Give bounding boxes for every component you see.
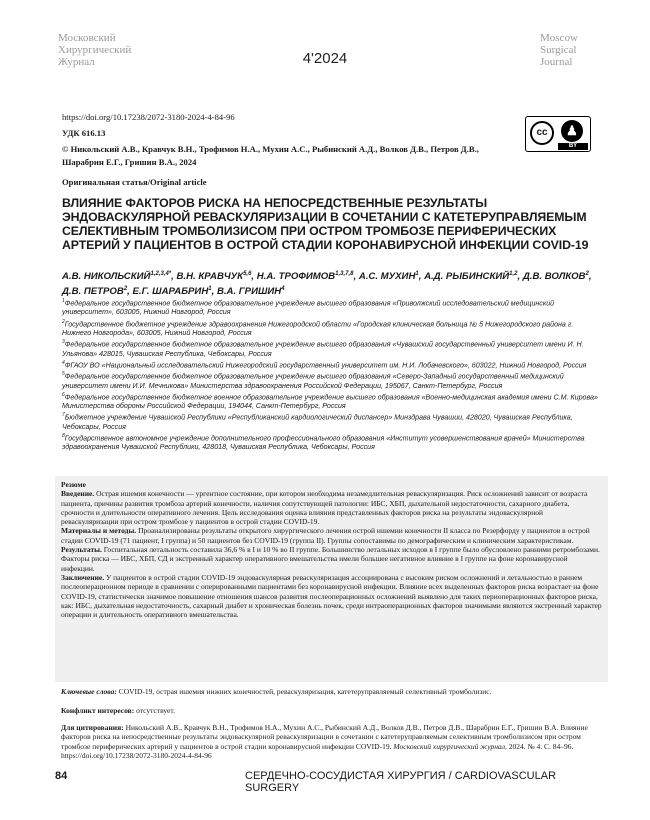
citation-text: Никольский А.В., Кравчук В.Н., Трофимов Н.А., Мухин А.С., Рыбинский А.Д., Волков Д.В., Петров Д.В., Шарабрин Е.Г., Гришин В.А. Влияние факторов риска на непосредственные результаты эндоваскулярной реваскуляризации в сочетании с катетеруправляемым селективным тромболизисом при остром тромбозе периферических артерий у пациентов в острой стадии коронавирусной инфекции COVID-19. xyxy=(61,723,588,751)
article-title: ВЛИЯНИЕ ФАКТОРОВ РИСКА НА НЕПОСРЕДСТВЕННЫЕ РЕЗУЛЬТАТЫ ЭНДОВАСКУЛЯРНОЙ РЕВАСКУЛЯРИЗАЦИИ В СОЧЕТАНИИ С КАТЕТЕРУПРАВЛЯЕМЫМ СЕЛЕКТИВНЫМ ТРОМБОЛИЗИСОМ ПРИ ОСТРОМ ТРОМБОЗЕ ПЕРИФЕРИЧЕСКИХ АРТЕРИЙ У ПАЦИЕНТОВ В ОСТРОЙ СТАДИИ КОРОНАВИРУСНОЙ ИНФЕКЦИИ COVID-19 xyxy=(62,196,589,252)
logo-right-line-2: Surgical xyxy=(540,44,577,56)
page-footer xyxy=(55,770,608,794)
keywords xyxy=(55,684,608,699)
affiliation-number: 4 xyxy=(62,359,65,366)
conflict-label: Конфликт интересов: xyxy=(61,706,135,715)
author-affiliation-marks: 1,2 xyxy=(509,271,518,277)
author: Д.В. ВОЛКОВ xyxy=(522,271,586,283)
citation-journal: Московский хирургический журнал, xyxy=(393,741,507,751)
logo-left-line-1: Московский xyxy=(58,32,116,44)
affiliation-number: 7 xyxy=(62,412,65,419)
abstract-section-label: Материалы и методы. xyxy=(61,526,137,536)
affiliation xyxy=(62,359,602,370)
author: А.Д. РЫБИНСКИЙ xyxy=(424,271,510,283)
affiliation-text: Государственное автономное учреждение дополнительного профессионального образования «Институт усовершенствования врачей» Министерства здравоохранения Чувашской Республики, 428018, Чувашская Республика, Чебоксары, Россия xyxy=(62,434,585,452)
abstract-section xyxy=(61,573,602,619)
affiliation-text: Государственное бюджетное учреждение здравоохранения Нижегородской области «Городская клиническая больница № 5 Нижегородского района г. Нижнего Новгорода», 603005, Нижний Новгород, Россия xyxy=(62,319,574,337)
logo-right-line-3: Journal xyxy=(540,56,573,68)
affiliation xyxy=(62,391,602,412)
affiliation-number: 5 xyxy=(62,371,65,378)
logo-right-line-1: Moscow xyxy=(540,32,578,44)
conflict-of-interest xyxy=(55,703,608,718)
author: В.А. ГРИШИН xyxy=(216,286,282,298)
journal-section: СЕРДЕЧНО-СОСУДИСТАЯ ХИРУРГИЯ / CARDIOVASCULAR SURGERY xyxy=(245,770,557,794)
affiliation xyxy=(62,432,602,453)
author: В.Н. КРАВЧУК xyxy=(176,271,244,283)
affiliation xyxy=(62,297,602,318)
author: Е.Г. ШАРАБРИН xyxy=(132,286,209,298)
logo-left-line-3: Журнал xyxy=(58,56,95,68)
affiliation-number: 6 xyxy=(62,391,65,398)
keywords-label: Ключевые слова: xyxy=(61,687,117,696)
udk-code: УДК 616.13 xyxy=(62,128,106,138)
abstract-section-text: Острая ишемия конечности — ургентное состояние, при котором необходима незамедлительная реваскуляризация. Риск осложнений зависит от возраста пациента, причины развития тромбоза артерий конечности, наличия сопутствующей патологии: ИБС, ХБП, дыхательной недостаточности, сахарного диабета, срочности и длительности оперативного лечения. Цель исследования оценка влияния представленных факторов риска на результаты эндоваскулярной реваскуляризации при остром тромбозе у пациентов в острой стадии COVID-19. xyxy=(61,489,588,527)
author-affiliation-marks: 5,6 xyxy=(243,271,252,277)
article-type: Оригинальная статья/Original article xyxy=(62,177,207,187)
copyright-line: © Никольский А.В., Кравчук В.Н., Трофимов Н.А., Мухин А.С., Рыбинский А.Д., Волков Д.В., Петров Д.В., Шарабрин Е.Г., Гришин В.А., 2024 xyxy=(62,144,479,167)
abstract-section xyxy=(61,526,602,545)
author: Д.В. ПЕТРОВ xyxy=(62,286,124,298)
abstract-section-text: Проанализированы результаты открытого хирургического лечения острой ишемии конечности II класса по Резерфорду у пациентов в острой стадии COVID-19 (71 пациент, I группа) и 50 пациентов без COVID-19 (группа II). Группы сопоставимы по демографическим и клиническим характеристикам. xyxy=(61,526,590,545)
affiliation-number: 2 xyxy=(62,318,65,325)
issue-number: 4'2024 xyxy=(302,50,348,67)
author: А.В. НИКОЛЬСКИЙ xyxy=(62,271,151,283)
abstract-section xyxy=(61,545,602,573)
attribution-person-icon: ♟ xyxy=(561,120,583,142)
affiliation-text: Федеральное государственное бюджетное образовательное учреждение высшего образования «Северо-Западный государственный медицинский университет имени И.И. Мечникова» Министерства здравоохранения Российской Федерации, 195067, Санкт-Петербург, Россия xyxy=(62,372,564,390)
affiliation-list xyxy=(62,297,602,452)
abstract-section-text: Госпитальная летальность составила 36,6 % в I и 10 % во II группе. Большинство летальных исходов в I группе было обусловлено ранними ретромбозами. Факторы риска — ИБС, ХБП, СД и экстренный характер оперативного вмешательства имели большее негативное влияние в I группе на фоне коронавирусной инфекции. xyxy=(61,545,600,573)
author-affiliation-marks: 2 xyxy=(123,286,128,293)
affiliation-text: Бюджетное учреждение Чувашской Республики «Республиканский кардиологический диспансер» Минздрава Чувашии, 428020, Чувашская Республика, Чебоксары, Россия xyxy=(62,413,573,431)
affiliation-text: Федеральное государственное бюджетное образовательное учреждение высшего образования «Чувашский государственный университет имени И. Н. Ульянова» 428015, Чувашская Республика, Чебоксары, Россия xyxy=(62,340,584,358)
abstract-section-label: Введение. xyxy=(61,489,95,499)
citation-tail: 2024. № 4. С. 84–96. https://doi.org/10.17238/2072-3180-2024-4-84-96 xyxy=(61,741,574,760)
affiliation xyxy=(62,338,602,359)
affiliation xyxy=(62,411,602,432)
author-affiliation-marks: 1 xyxy=(208,286,212,293)
abstract-sections xyxy=(61,489,602,619)
author: Н.А. ТРОФИМОВ xyxy=(256,271,336,283)
cc-icon: cc xyxy=(530,121,554,145)
citation-block xyxy=(55,720,608,763)
keywords-text: COVID-19, острая ишемия нижних конечностей, реваскуляризация, катетеруправляемый селективный тромболизис. xyxy=(118,687,492,696)
abstract-section-label: Заключение. xyxy=(61,572,105,582)
author-affiliation-marks: 1,3,7,8 xyxy=(335,271,354,277)
page-number: 84 xyxy=(55,770,68,782)
author-affiliation-marks: 2 xyxy=(585,271,589,277)
affiliation-number: 1 xyxy=(62,298,65,304)
author-affiliation-marks: 4 xyxy=(281,286,285,293)
abstract-section xyxy=(61,489,602,526)
by-label: BY xyxy=(558,143,588,150)
logo-left-line-2: Хирургический xyxy=(58,44,132,56)
affiliation-text: ФГАОУ ВО «Национальный исследовательский Нижегородский государственный университет им. Н.И. Лобачевского», 603022, Нижний Новгород, Россия xyxy=(64,361,587,369)
author-affiliation-marks: 1,2,3,4* xyxy=(150,271,172,277)
affiliation-text: Федеральное государственное бюджетное образовательное учреждение высшего образования «Приволжский исследовательский медицинский университет», 603005, Нижний Новгород, Россия xyxy=(62,299,555,317)
conflict-text: отсутствует. xyxy=(136,706,175,715)
affiliation-text: Федеральное государственное бюджетное военное образовательное учреждение высшего образования «Военно-медицинская академия имени С.М. Кирова» Министерства обороны Российской Федерации, 194044, Санкт-Петербург, Россия xyxy=(62,393,598,411)
author-list: А.В. $НИКОЛЬСКИЙ^{1,2,3,4*}$, В.Н. КРАВЧУК$^{5,6}$, Н.А. ТРОФИМОВ$^{1,3,7,8}$, А.С. МУХИН$^1$, А.Д. РЫБИНСКИЙ$^{1,2}$, Д.В. ВОЛКОВ$^2$, Д.В. ПЕТРОВ$^2$, Е.Г. ШАРАБРИН$^1$, В.А. ГРИШИН$^4$ xyxy=(62,271,592,298)
affiliation xyxy=(62,318,602,339)
abstract-section-label: Результаты. xyxy=(61,545,102,555)
cc-by-license-badge[interactable] xyxy=(525,116,591,152)
abstract-heading: Резюме xyxy=(61,480,86,489)
author: А.С. МУХИН xyxy=(358,271,416,283)
author-affiliation-marks: 1 xyxy=(415,271,419,277)
citation-label: Для цитирования: xyxy=(61,723,124,732)
affiliation xyxy=(62,370,602,391)
abstract-box xyxy=(55,476,608,682)
doi-link[interactable]: https://doi.org/10.17238/2072-3180-2024-4-84-96 xyxy=(62,112,235,122)
affiliation-number: 3 xyxy=(62,339,65,346)
affiliation-number: 8 xyxy=(62,432,65,439)
journal-logo-right xyxy=(540,32,578,68)
abstract-section-text: У пациентов в острой стадии COVID-19 эндоваскулярная реваскуляризация ассоциирована с высоким риском осложнений и летальностью в раннем послеоперационном периоде в сравнении с оперированными пациентами без коронавирусной инфекции. Влияние всех выделенных факторов риска возрастает на фоне COVID-19, статистически значимое повышение отношения шансов развития послеоперационных осложнений выявлено для таких периоперационных факторов риска, как: ИБС, дыхательная недостаточность, сахарный диабет и хроническая болезнь почек, среди интраоперационных факторов значимыми являются экстренный характер операции и длительность оперативного вмешательства. xyxy=(61,572,602,620)
